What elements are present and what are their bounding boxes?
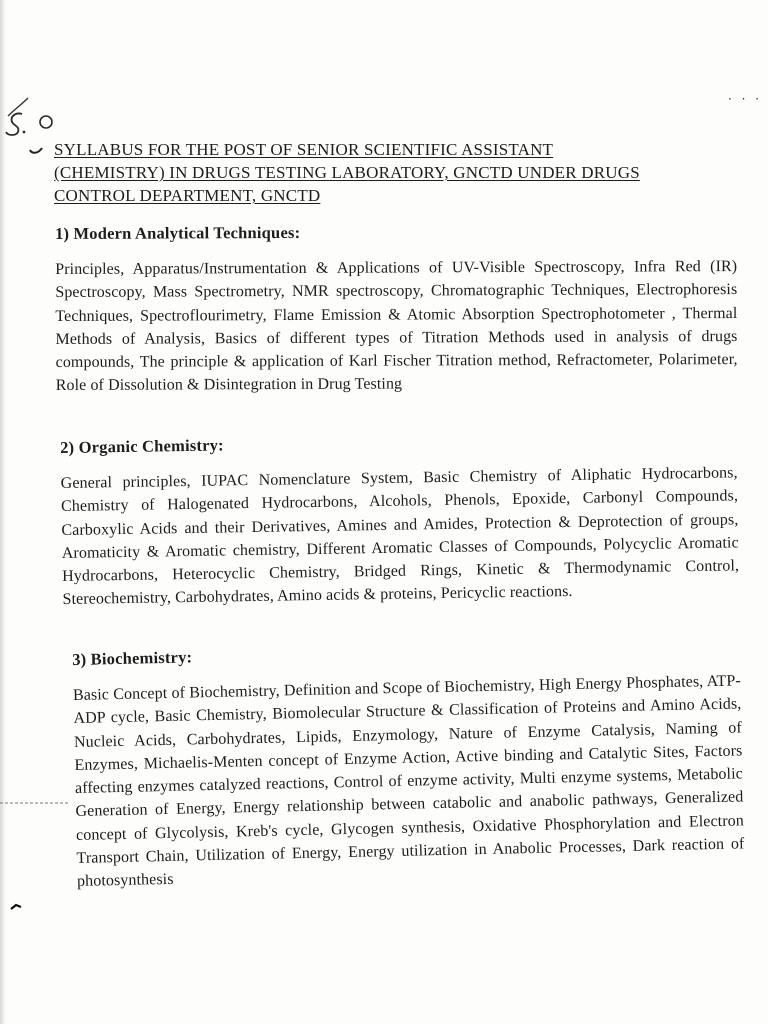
title-line-2: (CHEMISTRY) IN DRUGS TESTING LABORATORY, GNCTD UNDER DRUGS: [54, 163, 640, 182]
document-title: [54, 138, 734, 207]
corner-mark: · · ·: [728, 92, 763, 106]
section-heading: 2) Organic Chemistry:: [60, 435, 224, 457]
section-body: General principles, IUPAC Nomenclature System, Basic Chemistry of Aliphatic Hydrocarbons, Chemistry of Halogenated Hydrocarbons, Alcohols, Phenols, Epoxide, Carbonyl Compounds, Carboxylic Acids and their Derivatives, Amines and Amides, Protection & Deprotection of groups, Aromaticity & Aromatic chemistry, Different Aromatic Classes of Compounds, Polycyclic Aromatic Hydrocarbons, Heterocyclic Chemistry, Bridged Rings, Kinetic & Thermodynamic Control, Stereochemistry, Carbohydrates, Amino acids & proteins, Pericyclic reactions.: [60, 464, 740, 609]
section-body: Principles, Apparatus/Instrumentation & Applications of UV-Visible Spectroscopy, Infra Red (IR) Spectroscopy, Mass Spectrometry, NMR spectroscopy, Chromatographic Techniques, Electrophoresis Techniques, Spectroflourimetry, Flame Emission & Atomic Absorption Spectrophotometer , Thermal Methods of Analysis, Basics of different types of Titration Methods used in analysis of drugs compounds, The principle & application of Karl Fischer Titration method, Refractometer, Polarimeter, Role of Dissolution & Disintegration in Drug Testing: [55, 258, 738, 395]
title-line-3: CONTROL DEPARTMENT, GNCTD: [54, 186, 321, 205]
section-heading: 1) Modern Analytical Techniques:: [55, 222, 301, 243]
section-organic-chemistry: [60, 427, 740, 611]
title-line-1: SYLLABUS FOR THE POST OF SENIOR SCIENTIFIC ASSISTANT: [54, 140, 554, 159]
section-body: Basic Concept of Biochemistry, Definition and Scope of Biochemistry, High Energy Phosphates, ATP-ADP cycle, Basic Chemistry, Biomolecular Structure & Classification of Proteins and Amino Acids, Nucleic Acids, Carbohydrates, Lipids, Enzymology, Nature of Enzyme Catalysis, Naming of Enzymes, Michaelis-Menten concept of Enzyme Action, Active binding and Catalytic Sites, Factors affecting enzymes catalyzed reactions, Control of enzyme activity, Multi enzyme systems, Metabolic Generation of Energy, Energy relationship between catabolic and anabolic pathways, Generalized concept of Glycolysis, Kreb's cycle, Glycogen synthesis, Oxidative Phosphorylation and Electron Transport Chain, Utilization of Energy, Energy utilization in Anabolic Processes, Dark reaction of photosynthesis: [72, 672, 745, 891]
section-biochemistry: [72, 635, 745, 893]
section-heading: 3) Biochemistry:: [72, 647, 193, 669]
section-modern-analytical-techniques: [55, 221, 738, 398]
ink-blot-mark: [10, 903, 22, 911]
scan-dash-mark: [0, 800, 70, 806]
